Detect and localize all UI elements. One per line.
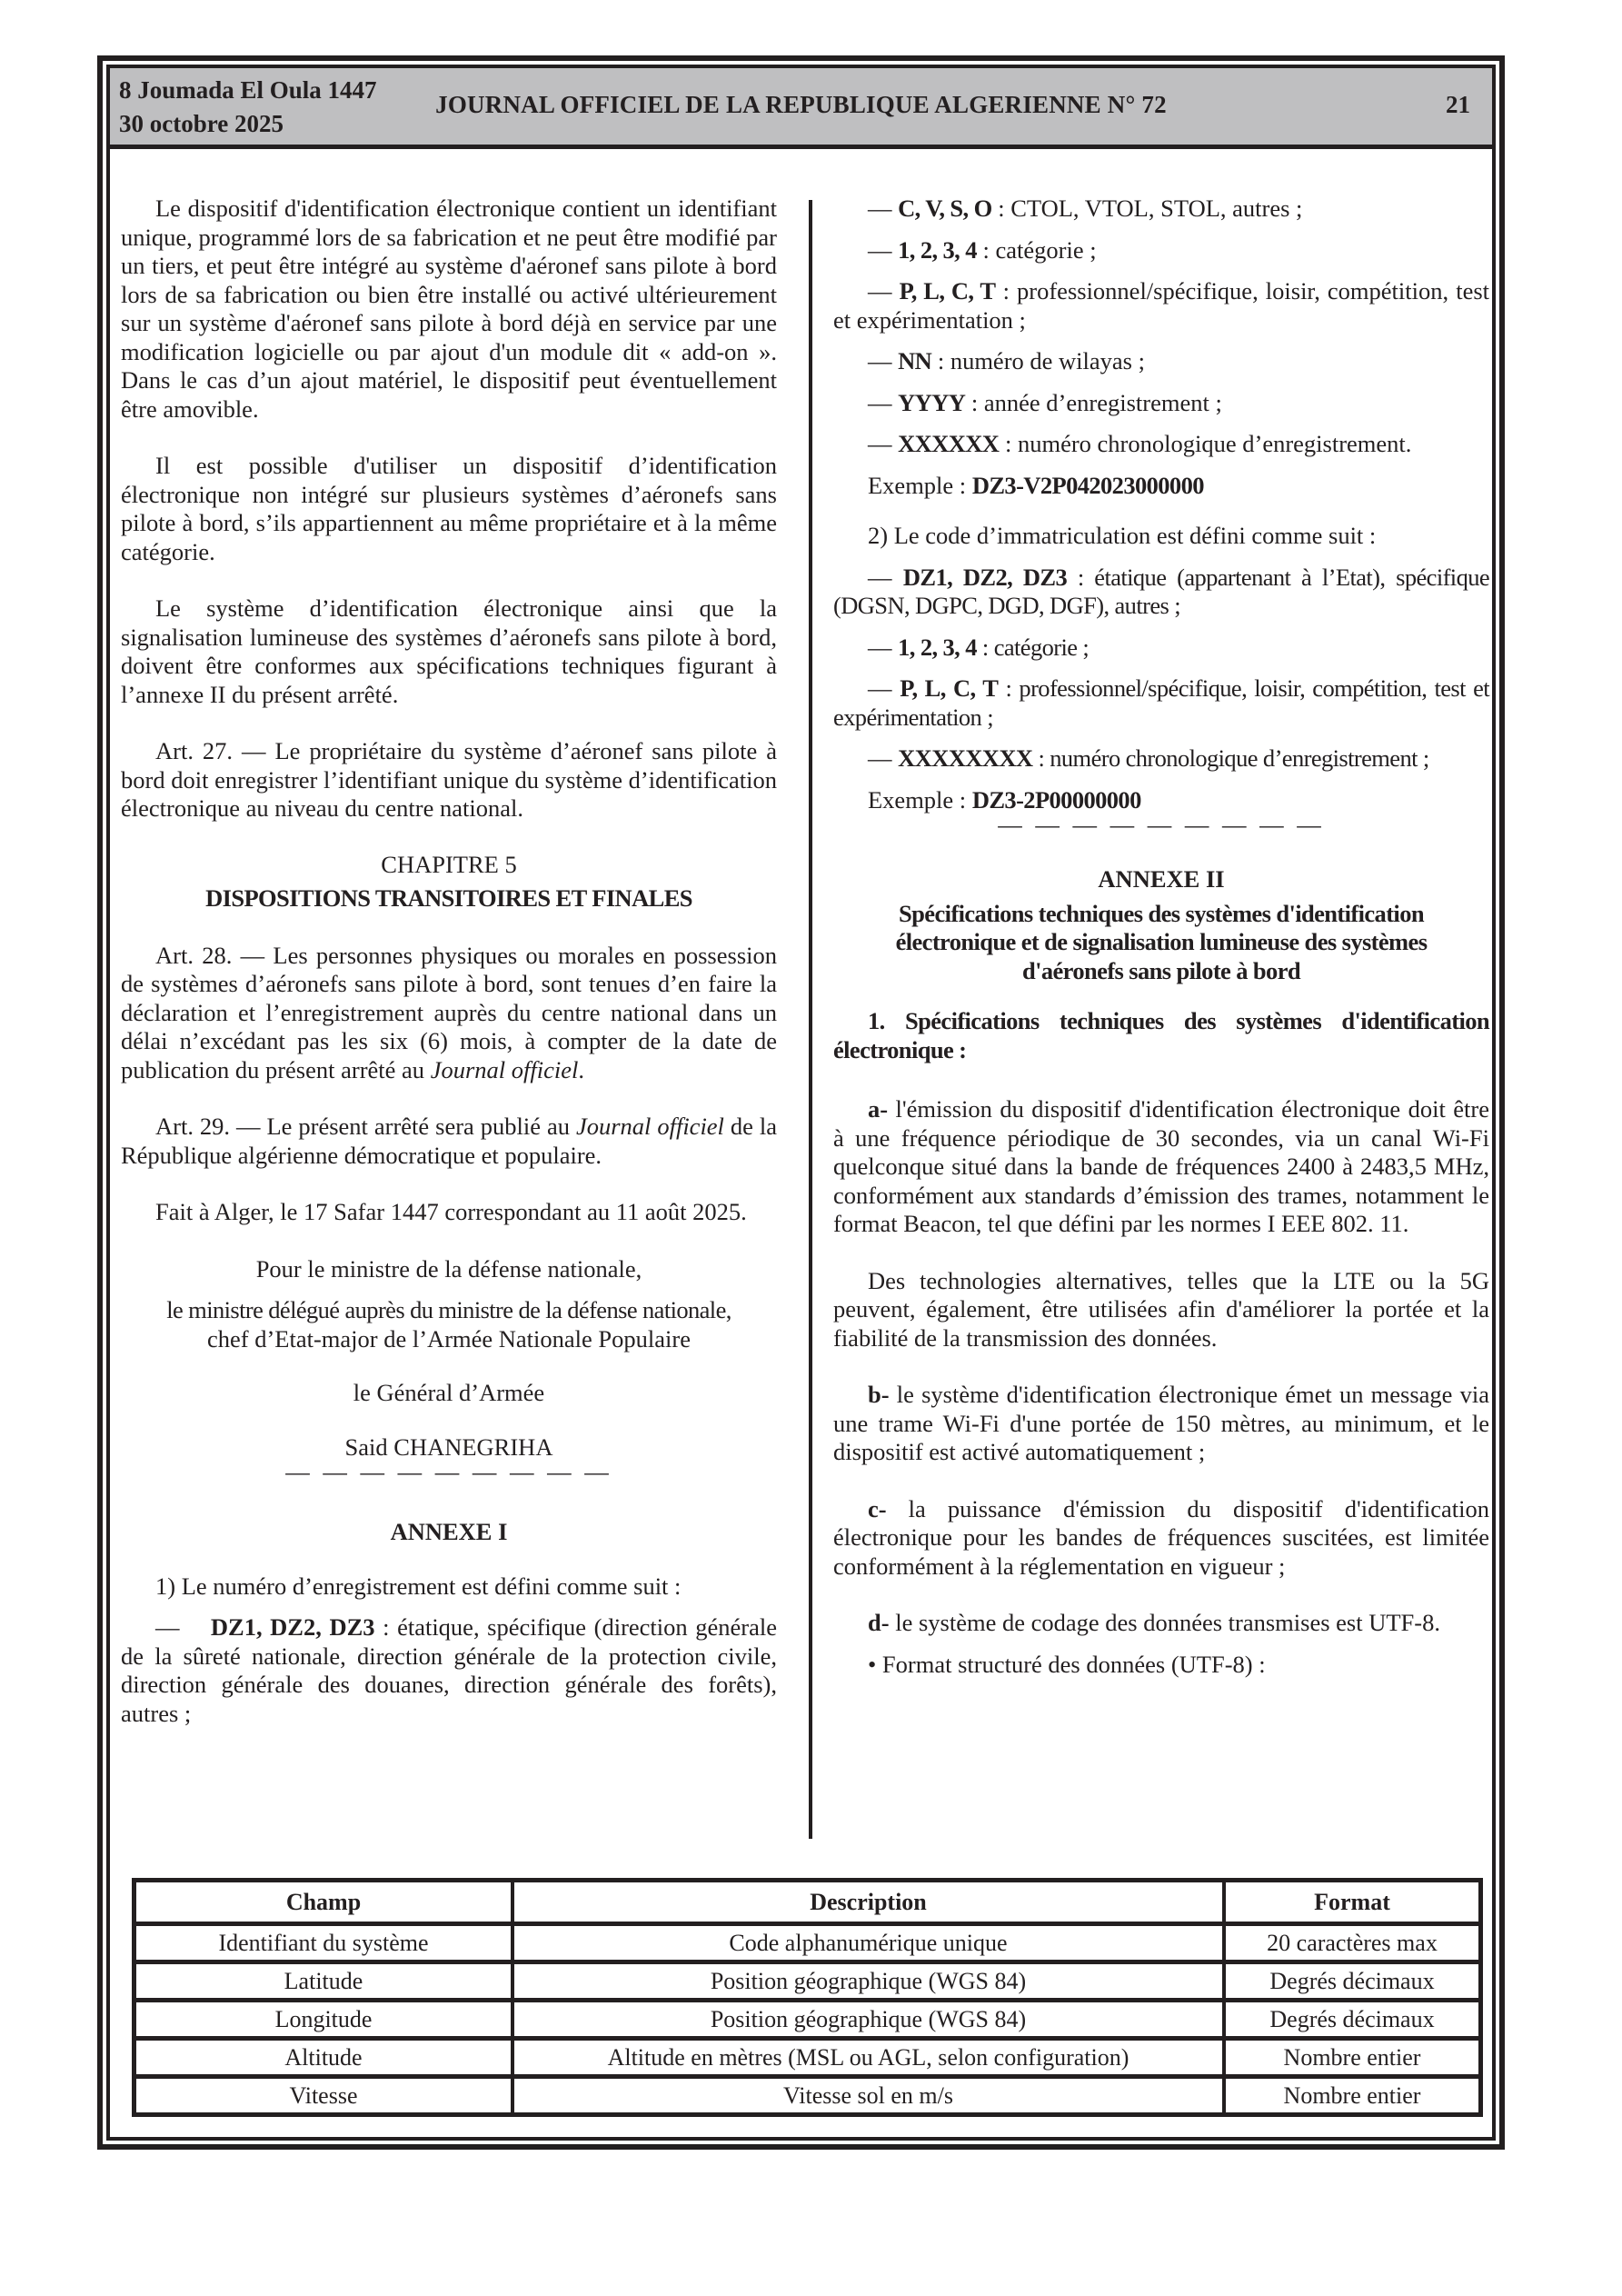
dash: — — [868, 195, 899, 222]
data-format-bullet: • Format structuré des données (UTF-8) : — [868, 1650, 1266, 1678]
immatriculation-code-list-item — [833, 674, 1489, 732]
page-number: 21 — [1446, 91, 1470, 118]
section-1-title: 1. Spécifications techniques des systèmes d'identification électronique : — [833, 1007, 1489, 1063]
dash: — — [155, 1613, 180, 1641]
immatriculation-code-list-item — [833, 564, 1489, 621]
code-label: DZ1, DZ2, DZ3 — [902, 563, 1068, 591]
article-29-journal-ref: Journal officiel — [575, 1113, 724, 1140]
code-description: : catégorie ; — [976, 633, 1090, 661]
separator-line: — — — — — — — — — — [998, 811, 1325, 838]
dash: — — [868, 277, 900, 304]
article-28-text: Art. 28. — Les personnes physiques ou morales en possession de systèmes d’aéronefs sans pilote à bord, sont tenues d’en faire la déclaration et l’enregistrement auprès du centre national dans un délai n’excédant pas les six (6) mois, à compter de la date de publication du présent arrêté au — [121, 941, 777, 1083]
article-27: Art. 27. — Le propriétaire du système d’aéronef sans pilote à bord doit enregistrer l’identifiant unique du système d’identification électronique au niveau du centre national. — [121, 737, 777, 822]
spec-item-d — [833, 1609, 1489, 1638]
item-a-label: a- — [868, 1095, 889, 1123]
code-description: : étatique (appartenant à l’Etat), spécifique (DGSN, DGPC, DGD, DGF), autres ; — [833, 563, 1490, 619]
table-row — [134, 2001, 1481, 2039]
signing-place-date: Fait à Alger, le 17 Safar 1447 correspondant au 11 août 2025. — [155, 1198, 747, 1225]
dash: — — [868, 633, 899, 661]
immatriculation-intro: 2) Le code d’immatriculation est défini comme suit : — [868, 522, 1377, 549]
cell-description: Position géographique (WGS 84) — [512, 1962, 1224, 2001]
table-row — [134, 2077, 1481, 2115]
immatriculation-code-list-item — [833, 634, 1489, 663]
code-description: : numéro chronologique d’enregistrement. — [999, 430, 1412, 457]
annex-1-item-dz — [121, 1613, 777, 1728]
example-immatriculation-code: DZ3-2P00000000 — [971, 785, 1141, 814]
spec-item-a — [833, 1095, 1489, 1239]
annex-2-subtitle: Spécifications techniques des systèmes d'identification électronique et de signalisation lumineuse des systèmes d'aéronefs sans pilote à bord — [895, 899, 1428, 984]
registration-code-list-item — [833, 277, 1489, 334]
code-label: C, V, S, O — [898, 195, 992, 222]
cell-format: 20 caractères max — [1224, 1924, 1481, 1962]
left-column — [121, 195, 777, 1728]
immatriculation-code-list-item — [833, 744, 1489, 774]
spec-item-c — [833, 1495, 1489, 1582]
dash: — — [868, 235, 899, 264]
dash: — — [868, 430, 899, 457]
cell-champ: Longitude — [134, 2001, 513, 2039]
annex-2-title: ANNEXE II — [1098, 865, 1225, 893]
data-format-table — [132, 1878, 1483, 2117]
header-description: Description — [512, 1881, 1224, 1924]
code-label: XXXXXXXX — [898, 744, 1033, 772]
article-29-end: de la République algérienne démocratique et populaire. — [121, 1113, 778, 1169]
paragraph-device-identifier: Le dispositif d'identification électronique contient un identifiant unique, programmé lors de sa fabrication et ne peut être modifié par un tiers, et peut être intégré au système d'aéronef sans pilote à bord lors de sa fabrication ou bien être installé ou activé ultérieurement sur un système d'aéronef sans pilote à bord déjà en service par une modification logicielle ou par ajout d'un module dit « add-on ». Dans le cas d’un ajout matériel, le dispositif peut éventuellement être amovible. — [121, 195, 777, 423]
code-label: 1, 2, 3, 4 — [898, 235, 977, 264]
header-format: Format — [1224, 1881, 1481, 1924]
item-a-text: l'émission du dispositif d'identification électronique doit être à une fréquence périodique de 30 secondes, via un canal Wi-Fi quelconque situé dans la bande de fréquences 2400 à 2483,5 MHz, conformément aux standards d’émission des trames, notamment le format Beacon, tel que défini par les normes I EEE 802. 11. — [833, 1095, 1489, 1237]
annex-1-intro: 1) Le numéro d’enregistrement est défini comme suit : — [155, 1572, 682, 1600]
dash: — — [868, 674, 901, 702]
registration-code-list-item — [833, 195, 1489, 224]
registration-code-list-item — [833, 236, 1489, 265]
item-c-text: la puissance d'émission du dispositif d'identification électronique pour les bandes de fréquences suscitées, est limitée conformément à la réglementation en vigueur ; — [833, 1494, 1489, 1580]
code-description: : catégorie ; — [976, 235, 1097, 264]
code-label: YYYY — [898, 388, 966, 416]
item-c-label: c- — [868, 1494, 887, 1522]
article-29 — [121, 1113, 777, 1170]
code-label: P, L, C, T — [900, 674, 999, 702]
code-label: 1, 2, 3, 4 — [898, 633, 977, 661]
example-registration — [833, 472, 1489, 501]
cell-format: Degrés décimaux — [1224, 1962, 1481, 2001]
header-champ: Champ — [134, 1881, 513, 1924]
signatory-name: Said CHANEGRIHA — [344, 1433, 553, 1461]
dash: — — [868, 563, 903, 591]
annex-1-title: ANNEXE I — [390, 1518, 508, 1545]
item-b-label: b- — [868, 1381, 890, 1408]
spec-item-b — [833, 1381, 1489, 1467]
item-d-label: d- — [868, 1609, 890, 1636]
signature-line-2: le ministre délégué auprès du ministre de la défense nationale, — [166, 1296, 731, 1323]
paragraph-non-integrated-device: Il est possible d'utiliser un dispositif d’identification électronique non intégré sur plusieurs systèmes d’aéronefs sans pilote à bord, s’ils appartiennent au même propriétaire et à la même catégorie. — [121, 452, 777, 565]
alternative-technologies: Des technologies alternatives, telles que la LTE ou la 5G peuvent, également, être utilisées afin d'améliorer la portée et la fiabilité de la transmission des données. — [833, 1266, 1489, 1352]
cell-description: Position géographique (WGS 84) — [512, 2001, 1224, 2039]
code-label: NN — [898, 347, 932, 374]
cell-format: Nombre entier — [1224, 2039, 1481, 2077]
cell-description: Vitesse sol en m/s — [512, 2077, 1224, 2115]
table-row — [134, 2039, 1481, 2077]
code-description: : professionnel/spécifique, loisir, compétition, test et expérimentation ; — [833, 277, 1490, 334]
cell-champ: Altitude — [134, 2039, 513, 2077]
article-28-journal-ref: Journal officiel — [430, 1055, 579, 1083]
table-row — [134, 1924, 1481, 1962]
registration-code-list-item — [833, 347, 1489, 376]
chapter-title: DISPOSITIONS TRANSITOIRES ET FINALES — [205, 884, 692, 912]
gregorian-date: 30 octobre 2025 — [119, 110, 284, 137]
code-description: : professionnel/spécifique, loisir, compétition, test et expérimentation ; — [833, 674, 1490, 731]
code-description: : numéro chronologique d’enregistrement ; — [1032, 744, 1429, 772]
table-header-row — [134, 1881, 1481, 1924]
item-b-text: le système d'identification électronique émet un message via une trame Wi-Fi d'une portée de 150 mètres, au minimum, et le dispositif est activé automatiquement ; — [833, 1381, 1489, 1465]
cell-description: Altitude en mètres (MSL ou AGL, selon configuration) — [512, 2039, 1224, 2077]
journal-header — [110, 68, 1492, 149]
article-29-text: Art. 29. — Le présent arrêté sera publié au — [155, 1113, 576, 1140]
separator-line: — — — — — — — — — — [285, 1458, 612, 1485]
dash: — — [868, 347, 899, 374]
code-description: : CTOL, VTOL, STOL, autres ; — [991, 195, 1303, 222]
code-dz: DZ1, DZ2, DZ3 — [210, 1613, 375, 1641]
hijri-date: 8 Joumada El Oula 1447 — [119, 76, 377, 104]
table-row — [134, 1962, 1481, 2001]
example-label: Exemple : — [868, 785, 972, 814]
cell-format: Nombre entier — [1224, 2077, 1481, 2115]
immatriculation-code-items — [833, 564, 1489, 774]
paragraph-conformity: Le système d’identification électronique ainsi que la signalisation lumineuse des systèmes d’aéronefs sans pilote à bord, doivent être conformes aux spécifications techniques figurant à l’annexe II du présent arrêté. — [121, 594, 777, 708]
code-label: P, L, C, T — [899, 277, 996, 304]
journal-title: JOURNAL OFFICIEL DE LA REPUBLIQUE ALGERIENNE N° 72 — [435, 91, 1167, 118]
code-dz-description: : étatique, spécifique (direction générale de la sûreté nationale, direction générale de la protection civile, direction générale des douanes, direction générale des forêts), autres ; — [121, 1613, 777, 1727]
registration-code-list-item — [833, 389, 1489, 418]
registration-code-items — [833, 195, 1489, 459]
chapter-label: CHAPITRE 5 — [381, 850, 517, 878]
article-28 — [121, 942, 777, 1085]
article-28-end: . — [578, 1055, 584, 1083]
registration-code-list-item — [833, 430, 1489, 459]
right-column — [833, 195, 1489, 1679]
cell-champ: Vitesse — [134, 2077, 513, 2115]
signature-line-3: chef d’Etat-major de l’Armée Nationale Populaire — [207, 1324, 691, 1353]
cell-champ: Latitude — [134, 1962, 513, 2001]
column-divider — [809, 200, 812, 1839]
code-description: : année d’enregistrement ; — [965, 388, 1222, 416]
data-format-table-wrapper — [132, 1878, 1492, 2117]
dash: — — [868, 388, 899, 416]
dash: — — [868, 744, 899, 772]
cell-description: Code alphanumérique unique — [512, 1924, 1224, 1962]
code-description: : numéro de wilayas ; — [931, 347, 1145, 374]
example-registration-code: DZ3-V2P042023000000 — [971, 471, 1204, 499]
signature-rank: le Général d’Armée — [353, 1379, 545, 1406]
signature-line-1: Pour le ministre de la défense nationale, — [255, 1254, 642, 1283]
cell-champ: Identifiant du système — [134, 1924, 513, 1962]
cell-format: Degrés décimaux — [1224, 2001, 1481, 2039]
code-label: XXXXXX — [898, 430, 1000, 457]
example-label: Exemple : — [868, 471, 972, 499]
item-d-text: le système de codage des données transmises est UTF-8. — [889, 1609, 1440, 1636]
